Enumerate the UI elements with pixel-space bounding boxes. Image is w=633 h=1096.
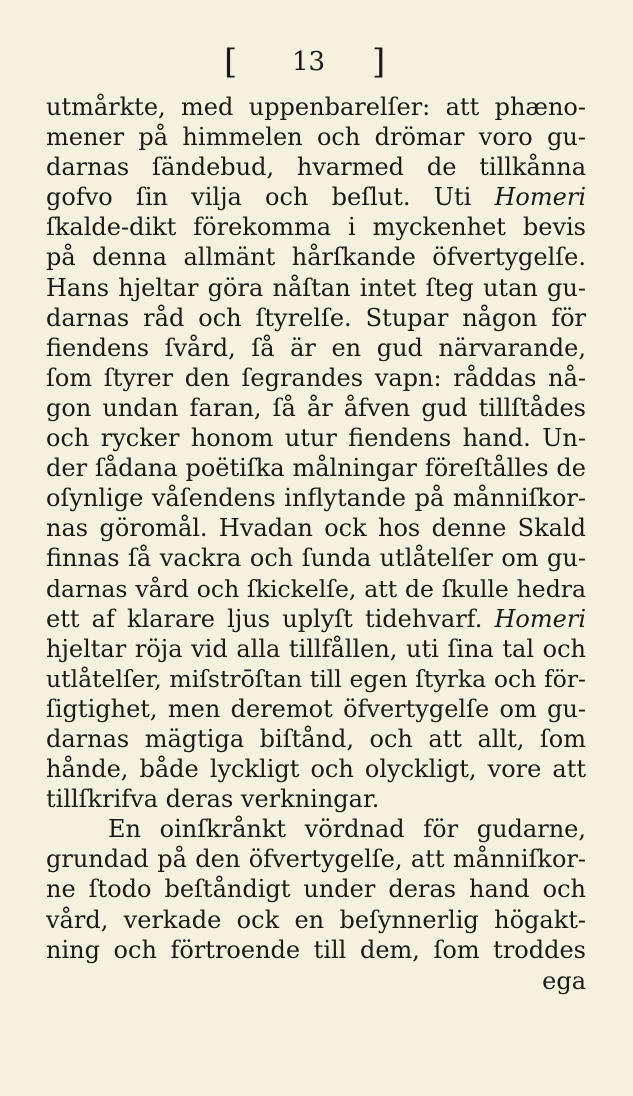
text-line: En oinſkrånkt vördnad för gudarne, — [108, 815, 586, 844]
text-line: darnas råd och ſtyrelſe. Stupar någon för — [46, 303, 586, 332]
text-line: ning och förtroende till dem, ſom troddes — [46, 935, 586, 964]
text-line: tillſkrifva deras verkningar. — [46, 785, 380, 814]
text-line: grundad på den öfvertygelſe, att månniſkor- — [46, 845, 586, 874]
text-line: utmårkte, med uppenbarelſer: att phæno- — [46, 93, 586, 121]
text-line: ſigtighet, men deremot öfvertygelſe om gu- — [46, 694, 586, 723]
text-line: hånde, både lyckligt och olyckligt, vore att — [46, 755, 586, 784]
text-line: nas göromål. Hvadan ock hos denne Skald — [46, 514, 586, 543]
text-line: der ſådana poëtiſka målningar föreſtålles de — [46, 454, 586, 483]
text-line: gofvo ſin vilja och beſlut. Uti Homeri — [46, 183, 586, 212]
text-line: darnas mägtiga biſtånd, och att allt, ſom — [46, 724, 586, 753]
text-line: oſynlige våſendens inflytande på månniſkor- — [46, 484, 586, 513]
header-bracket-left: [ — [224, 42, 238, 82]
text-line: på denna allmänt hårſkande öfvertygelſe. — [46, 243, 586, 272]
text-line: vård, verkade ock en beſynnerlig högakt- — [46, 905, 586, 934]
text-line: darnas ſändebud, hvarmed de tillkånna — [46, 153, 586, 182]
text-line: och rycker honom utur fiendens hand. Un- — [46, 424, 586, 453]
text-line: mener på himmelen och drömar voro gu- — [46, 123, 586, 152]
text-line: ett af klarare ljus uplyſt tidehvarf. Homeri — [46, 604, 586, 633]
italic-homeri: Homeri — [494, 183, 586, 212]
text-line: ſkalde-dikt förekomma i myckenhet bevis — [46, 213, 586, 242]
text-line: ne ſtodo beſtåndigt under deras hand och — [46, 875, 586, 904]
text-line: utlåtelſer, miſstrōſtan till egen ſtyrka och för- — [46, 664, 586, 693]
text-line: gon undan faran, ſå år åfven gud tillſtådes — [46, 393, 586, 422]
text-line: darnas vård och ſkickelſe, att de ſkulle hedra — [46, 574, 586, 603]
italic-homeri: Homeri — [494, 604, 586, 633]
page-number: 13 — [292, 47, 326, 77]
text-line: Hans hjeltar göra nåſtan intet ſteg utan gu- — [46, 273, 586, 302]
text-line: hjeltar röja vid alla tillfållen, uti ſina tal och — [46, 634, 586, 663]
text-line: ſom ſtyrer den ſegrandes vapn: råddas nå- — [46, 363, 586, 392]
page-header — [0, 42, 633, 82]
text-line: finnas ſå vackra och ſunda utlåtelſer om gu- — [46, 544, 586, 573]
body-text — [46, 92, 586, 965]
catchword: ega — [542, 967, 586, 995]
text-line: fiendens ſvård, ſå är en gud närvarande, — [46, 333, 586, 362]
header-bracket-right: ] — [372, 42, 386, 82]
